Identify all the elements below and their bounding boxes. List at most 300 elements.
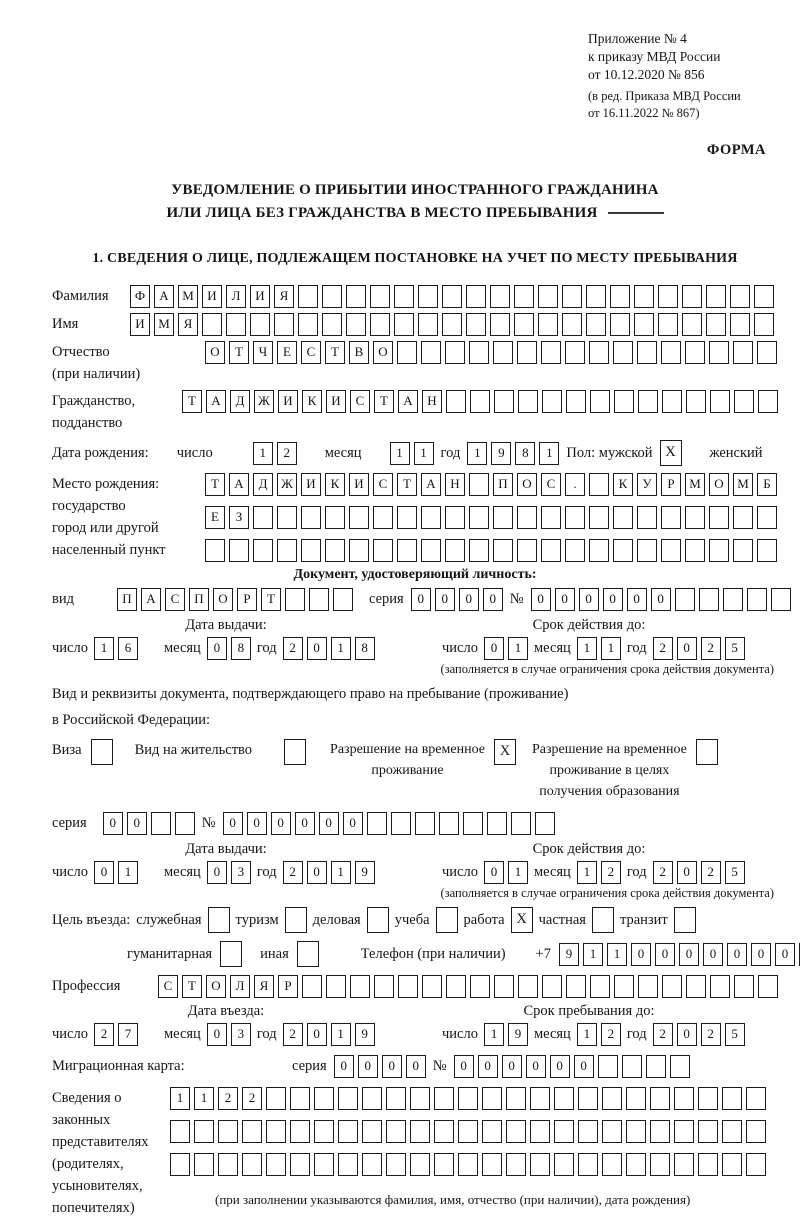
- char-cell[interactable]: [638, 390, 658, 413]
- char-cell[interactable]: [446, 975, 466, 998]
- char-cell[interactable]: .: [565, 473, 585, 496]
- char-cell[interactable]: [562, 285, 582, 308]
- char-cell[interactable]: [541, 539, 561, 562]
- char-cell[interactable]: [470, 975, 490, 998]
- char-cell[interactable]: 0: [651, 588, 671, 611]
- char-cell[interactable]: [482, 1120, 502, 1143]
- char-cell[interactable]: [266, 1120, 286, 1143]
- char-cell[interactable]: 0: [207, 861, 227, 884]
- char-cell[interactable]: 2: [653, 637, 673, 660]
- char-cell[interactable]: [493, 539, 513, 562]
- char-cell[interactable]: [674, 1120, 694, 1143]
- char-cell[interactable]: [710, 975, 730, 998]
- char-cell[interactable]: [706, 313, 726, 336]
- char-cell[interactable]: [466, 285, 486, 308]
- char-cell[interactable]: [578, 1153, 598, 1176]
- char-cell[interactable]: 9: [508, 1023, 528, 1046]
- char-cell[interactable]: А: [421, 473, 441, 496]
- char-cell[interactable]: [266, 1153, 286, 1176]
- char-cell[interactable]: [325, 539, 345, 562]
- char-cell[interactable]: [398, 975, 418, 998]
- char-cell[interactable]: 1: [577, 861, 597, 884]
- char-cell[interactable]: С: [165, 588, 185, 611]
- char-cell[interactable]: [302, 975, 322, 998]
- char-cell[interactable]: [610, 285, 630, 308]
- char-cell[interactable]: [746, 1153, 766, 1176]
- char-cell[interactable]: [698, 1153, 718, 1176]
- char-cell[interactable]: Ж: [254, 390, 274, 413]
- char-cell[interactable]: [349, 539, 369, 562]
- char-cell[interactable]: О: [517, 473, 537, 496]
- char-cell[interactable]: 0: [484, 861, 504, 884]
- char-cell[interactable]: 1: [331, 637, 351, 660]
- char-cell[interactable]: [469, 506, 489, 529]
- char-cell[interactable]: 3: [231, 861, 251, 884]
- char-cell[interactable]: [277, 539, 297, 562]
- char-cell[interactable]: [514, 313, 534, 336]
- char-cell[interactable]: [613, 506, 633, 529]
- char-cell[interactable]: 0: [207, 637, 227, 660]
- char-cell[interactable]: [298, 285, 318, 308]
- purpose-humanitarian-checkbox[interactable]: [220, 941, 242, 967]
- char-cell[interactable]: 2: [701, 1023, 721, 1046]
- char-cell[interactable]: У: [637, 473, 657, 496]
- char-cell[interactable]: [266, 1087, 286, 1110]
- char-cell[interactable]: [386, 1153, 406, 1176]
- char-cell[interactable]: 0: [334, 1055, 354, 1078]
- char-cell[interactable]: 1: [601, 637, 621, 660]
- char-cell[interactable]: Н: [422, 390, 442, 413]
- char-cell[interactable]: [250, 313, 270, 336]
- char-cell[interactable]: [506, 1087, 526, 1110]
- char-cell[interactable]: Т: [374, 390, 394, 413]
- char-cell[interactable]: Т: [261, 588, 281, 611]
- char-cell[interactable]: [566, 390, 586, 413]
- char-cell[interactable]: 2: [283, 1023, 303, 1046]
- char-cell[interactable]: [614, 975, 634, 998]
- char-cell[interactable]: [637, 506, 657, 529]
- char-cell[interactable]: [301, 539, 321, 562]
- char-cell[interactable]: [730, 313, 750, 336]
- char-cell[interactable]: [698, 1120, 718, 1143]
- char-cell[interactable]: [374, 975, 394, 998]
- char-cell[interactable]: 0: [579, 588, 599, 611]
- char-cell[interactable]: [242, 1120, 262, 1143]
- char-cell[interactable]: [511, 812, 531, 835]
- char-cell[interactable]: [434, 1087, 454, 1110]
- char-cell[interactable]: [397, 539, 417, 562]
- char-cell[interactable]: 9: [355, 1023, 375, 1046]
- char-cell[interactable]: [326, 975, 346, 998]
- char-cell[interactable]: [614, 390, 634, 413]
- temp-residence-edu-checkbox[interactable]: [696, 739, 718, 765]
- char-cell[interactable]: [530, 1153, 550, 1176]
- char-cell[interactable]: [362, 1153, 382, 1176]
- char-cell[interactable]: 1: [331, 861, 351, 884]
- char-cell[interactable]: [682, 285, 702, 308]
- char-cell[interactable]: [362, 1120, 382, 1143]
- char-cell[interactable]: [422, 975, 442, 998]
- char-cell[interactable]: Ч: [253, 341, 273, 364]
- char-cell[interactable]: 2: [283, 861, 303, 884]
- char-cell[interactable]: 2: [701, 637, 721, 660]
- char-cell[interactable]: М: [685, 473, 705, 496]
- char-cell[interactable]: [698, 1087, 718, 1110]
- char-cell[interactable]: [554, 1153, 574, 1176]
- char-cell[interactable]: [634, 285, 654, 308]
- char-cell[interactable]: [771, 588, 791, 611]
- char-cell[interactable]: А: [141, 588, 161, 611]
- char-cell[interactable]: [151, 812, 171, 835]
- char-cell[interactable]: [535, 812, 555, 835]
- char-cell[interactable]: [482, 1153, 502, 1176]
- char-cell[interactable]: 0: [94, 861, 114, 884]
- char-cell[interactable]: 0: [627, 588, 647, 611]
- char-cell[interactable]: [367, 812, 387, 835]
- char-cell[interactable]: [565, 341, 585, 364]
- char-cell[interactable]: И: [250, 285, 270, 308]
- char-cell[interactable]: [586, 285, 606, 308]
- char-cell[interactable]: О: [709, 473, 729, 496]
- char-cell[interactable]: [530, 1120, 550, 1143]
- char-cell[interactable]: 0: [483, 588, 503, 611]
- char-cell[interactable]: [634, 313, 654, 336]
- purpose-other-checkbox[interactable]: [297, 941, 319, 967]
- char-cell[interactable]: 1: [577, 637, 597, 660]
- char-cell[interactable]: 2: [277, 442, 297, 465]
- char-cell[interactable]: [662, 390, 682, 413]
- char-cell[interactable]: 0: [358, 1055, 378, 1078]
- char-cell[interactable]: Р: [661, 473, 681, 496]
- char-cell[interactable]: [706, 285, 726, 308]
- char-cell[interactable]: [646, 1055, 666, 1078]
- char-cell[interactable]: И: [278, 390, 298, 413]
- char-cell[interactable]: [175, 812, 195, 835]
- char-cell[interactable]: 1: [94, 637, 114, 660]
- char-cell[interactable]: [650, 1153, 670, 1176]
- char-cell[interactable]: [439, 812, 459, 835]
- char-cell[interactable]: [314, 1153, 334, 1176]
- char-cell[interactable]: З: [229, 506, 249, 529]
- char-cell[interactable]: 0: [478, 1055, 498, 1078]
- char-cell[interactable]: [410, 1153, 430, 1176]
- char-cell[interactable]: [758, 390, 778, 413]
- char-cell[interactable]: 0: [703, 943, 723, 966]
- char-cell[interactable]: 0: [382, 1055, 402, 1078]
- char-cell[interactable]: [613, 341, 633, 364]
- char-cell[interactable]: [253, 539, 273, 562]
- char-cell[interactable]: [589, 539, 609, 562]
- char-cell[interactable]: [514, 285, 534, 308]
- char-cell[interactable]: 6: [118, 637, 138, 660]
- char-cell[interactable]: 5: [725, 637, 745, 660]
- char-cell[interactable]: [589, 473, 609, 496]
- char-cell[interactable]: 2: [653, 861, 673, 884]
- char-cell[interactable]: [493, 506, 513, 529]
- char-cell[interactable]: 0: [459, 588, 479, 611]
- char-cell[interactable]: С: [301, 341, 321, 364]
- char-cell[interactable]: [613, 539, 633, 562]
- char-cell[interactable]: 0: [555, 588, 575, 611]
- char-cell[interactable]: [218, 1120, 238, 1143]
- char-cell[interactable]: [386, 1087, 406, 1110]
- char-cell[interactable]: [757, 506, 777, 529]
- char-cell[interactable]: [598, 1055, 618, 1078]
- char-cell[interactable]: 1: [414, 442, 434, 465]
- char-cell[interactable]: [518, 390, 538, 413]
- char-cell[interactable]: 0: [247, 812, 267, 835]
- char-cell[interactable]: Е: [205, 506, 225, 529]
- char-cell[interactable]: [494, 975, 514, 998]
- char-cell[interactable]: С: [158, 975, 178, 998]
- char-cell[interactable]: 0: [411, 588, 431, 611]
- char-cell[interactable]: [602, 1120, 622, 1143]
- char-cell[interactable]: [506, 1153, 526, 1176]
- char-cell[interactable]: Б: [757, 473, 777, 496]
- char-cell[interactable]: 0: [775, 943, 795, 966]
- char-cell[interactable]: 0: [550, 1055, 570, 1078]
- char-cell[interactable]: [658, 285, 678, 308]
- char-cell[interactable]: Т: [182, 390, 202, 413]
- char-cell[interactable]: [626, 1153, 646, 1176]
- char-cell[interactable]: 0: [319, 812, 339, 835]
- char-cell[interactable]: 0: [531, 588, 551, 611]
- char-cell[interactable]: [434, 1120, 454, 1143]
- char-cell[interactable]: 0: [677, 1023, 697, 1046]
- char-cell[interactable]: [386, 1120, 406, 1143]
- char-cell[interactable]: [322, 313, 342, 336]
- char-cell[interactable]: 1: [467, 442, 487, 465]
- char-cell[interactable]: [487, 812, 507, 835]
- char-cell[interactable]: 2: [601, 861, 621, 884]
- char-cell[interactable]: Я: [274, 285, 294, 308]
- char-cell[interactable]: [661, 506, 681, 529]
- char-cell[interactable]: [391, 812, 411, 835]
- char-cell[interactable]: [421, 539, 441, 562]
- char-cell[interactable]: Я: [254, 975, 274, 998]
- char-cell[interactable]: [538, 313, 558, 336]
- char-cell[interactable]: 1: [577, 1023, 597, 1046]
- char-cell[interactable]: Т: [325, 341, 345, 364]
- char-cell[interactable]: [242, 1153, 262, 1176]
- char-cell[interactable]: [362, 1087, 382, 1110]
- char-cell[interactable]: [445, 539, 465, 562]
- char-cell[interactable]: Т: [182, 975, 202, 998]
- char-cell[interactable]: С: [373, 473, 393, 496]
- char-cell[interactable]: 9: [559, 943, 579, 966]
- char-cell[interactable]: 0: [307, 861, 327, 884]
- char-cell[interactable]: [309, 588, 329, 611]
- char-cell[interactable]: [205, 539, 225, 562]
- char-cell[interactable]: [394, 285, 414, 308]
- char-cell[interactable]: [626, 1087, 646, 1110]
- char-cell[interactable]: В: [349, 341, 369, 364]
- char-cell[interactable]: [290, 1087, 310, 1110]
- char-cell[interactable]: 2: [94, 1023, 114, 1046]
- char-cell[interactable]: Н: [445, 473, 465, 496]
- char-cell[interactable]: [194, 1153, 214, 1176]
- char-cell[interactable]: [506, 1120, 526, 1143]
- char-cell[interactable]: [346, 285, 366, 308]
- char-cell[interactable]: [415, 812, 435, 835]
- char-cell[interactable]: [670, 1055, 690, 1078]
- char-cell[interactable]: [517, 539, 537, 562]
- char-cell[interactable]: 0: [295, 812, 315, 835]
- char-cell[interactable]: Т: [229, 341, 249, 364]
- char-cell[interactable]: 0: [526, 1055, 546, 1078]
- char-cell[interactable]: [370, 285, 390, 308]
- char-cell[interactable]: Р: [237, 588, 257, 611]
- char-cell[interactable]: [253, 506, 273, 529]
- char-cell[interactable]: 1: [539, 442, 559, 465]
- char-cell[interactable]: [622, 1055, 642, 1078]
- char-cell[interactable]: П: [493, 473, 513, 496]
- char-cell[interactable]: [589, 506, 609, 529]
- char-cell[interactable]: [733, 341, 753, 364]
- char-cell[interactable]: А: [229, 473, 249, 496]
- char-cell[interactable]: [418, 313, 438, 336]
- char-cell[interactable]: [469, 473, 489, 496]
- char-cell[interactable]: [685, 539, 705, 562]
- char-cell[interactable]: 1: [253, 442, 273, 465]
- char-cell[interactable]: [733, 506, 753, 529]
- char-cell[interactable]: Ж: [277, 473, 297, 496]
- char-cell[interactable]: [322, 285, 342, 308]
- char-cell[interactable]: К: [325, 473, 345, 496]
- char-cell[interactable]: [658, 313, 678, 336]
- char-cell[interactable]: Р: [278, 975, 298, 998]
- char-cell[interactable]: 1: [583, 943, 603, 966]
- char-cell[interactable]: [370, 313, 390, 336]
- char-cell[interactable]: [290, 1120, 310, 1143]
- char-cell[interactable]: К: [613, 473, 633, 496]
- char-cell[interactable]: Е: [277, 341, 297, 364]
- char-cell[interactable]: [446, 390, 466, 413]
- char-cell[interactable]: [458, 1120, 478, 1143]
- char-cell[interactable]: [586, 313, 606, 336]
- char-cell[interactable]: 3: [231, 1023, 251, 1046]
- char-cell[interactable]: [709, 539, 729, 562]
- char-cell[interactable]: [338, 1087, 358, 1110]
- char-cell[interactable]: И: [130, 313, 150, 336]
- char-cell[interactable]: 0: [406, 1055, 426, 1078]
- char-cell[interactable]: [301, 506, 321, 529]
- char-cell[interactable]: 0: [484, 637, 504, 660]
- char-cell[interactable]: [734, 390, 754, 413]
- char-cell[interactable]: [418, 285, 438, 308]
- char-cell[interactable]: 0: [655, 943, 675, 966]
- char-cell[interactable]: С: [541, 473, 561, 496]
- char-cell[interactable]: 9: [491, 442, 511, 465]
- char-cell[interactable]: [349, 506, 369, 529]
- char-cell[interactable]: [277, 506, 297, 529]
- char-cell[interactable]: [541, 506, 561, 529]
- char-cell[interactable]: [490, 313, 510, 336]
- char-cell[interactable]: [610, 313, 630, 336]
- char-cell[interactable]: 7: [118, 1023, 138, 1046]
- char-cell[interactable]: [469, 341, 489, 364]
- char-cell[interactable]: [458, 1087, 478, 1110]
- char-cell[interactable]: [757, 341, 777, 364]
- char-cell[interactable]: [338, 1153, 358, 1176]
- char-cell[interactable]: 0: [307, 637, 327, 660]
- char-cell[interactable]: М: [733, 473, 753, 496]
- char-cell[interactable]: [226, 313, 246, 336]
- char-cell[interactable]: [730, 285, 750, 308]
- char-cell[interactable]: [298, 313, 318, 336]
- char-cell[interactable]: [542, 390, 562, 413]
- char-cell[interactable]: 2: [601, 1023, 621, 1046]
- char-cell[interactable]: [754, 285, 774, 308]
- char-cell[interactable]: [373, 539, 393, 562]
- char-cell[interactable]: 2: [242, 1087, 262, 1110]
- purpose-tourism-checkbox[interactable]: [285, 907, 307, 933]
- char-cell[interactable]: [482, 1087, 502, 1110]
- char-cell[interactable]: И: [202, 285, 222, 308]
- char-cell[interactable]: 1: [607, 943, 627, 966]
- char-cell[interactable]: [434, 1153, 454, 1176]
- char-cell[interactable]: Л: [230, 975, 250, 998]
- char-cell[interactable]: [638, 975, 658, 998]
- char-cell[interactable]: 0: [603, 588, 623, 611]
- char-cell[interactable]: [675, 588, 695, 611]
- char-cell[interactable]: 2: [701, 861, 721, 884]
- char-cell[interactable]: 0: [271, 812, 291, 835]
- char-cell[interactable]: [229, 539, 249, 562]
- char-cell[interactable]: [757, 539, 777, 562]
- char-cell[interactable]: [686, 975, 706, 998]
- char-cell[interactable]: О: [213, 588, 233, 611]
- char-cell[interactable]: [373, 506, 393, 529]
- char-cell[interactable]: 1: [194, 1087, 214, 1110]
- char-cell[interactable]: Ф: [130, 285, 150, 308]
- char-cell[interactable]: 0: [103, 812, 123, 835]
- char-cell[interactable]: [682, 313, 702, 336]
- char-cell[interactable]: [314, 1087, 334, 1110]
- char-cell[interactable]: Т: [397, 473, 417, 496]
- char-cell[interactable]: Л: [226, 285, 246, 308]
- char-cell[interactable]: [493, 341, 513, 364]
- char-cell[interactable]: 0: [677, 861, 697, 884]
- char-cell[interactable]: [442, 313, 462, 336]
- char-cell[interactable]: [470, 390, 490, 413]
- char-cell[interactable]: [518, 975, 538, 998]
- char-cell[interactable]: [661, 341, 681, 364]
- char-cell[interactable]: [754, 313, 774, 336]
- char-cell[interactable]: А: [398, 390, 418, 413]
- char-cell[interactable]: [285, 588, 305, 611]
- char-cell[interactable]: [650, 1120, 670, 1143]
- char-cell[interactable]: 1: [390, 442, 410, 465]
- char-cell[interactable]: [490, 285, 510, 308]
- char-cell[interactable]: [463, 812, 483, 835]
- char-cell[interactable]: [674, 1153, 694, 1176]
- char-cell[interactable]: 0: [127, 812, 147, 835]
- char-cell[interactable]: 1: [484, 1023, 504, 1046]
- char-cell[interactable]: 0: [631, 943, 651, 966]
- char-cell[interactable]: [578, 1087, 598, 1110]
- char-cell[interactable]: А: [206, 390, 226, 413]
- char-cell[interactable]: 1: [170, 1087, 190, 1110]
- char-cell[interactable]: [562, 313, 582, 336]
- char-cell[interactable]: П: [189, 588, 209, 611]
- residence-permit-checkbox[interactable]: [284, 739, 306, 765]
- char-cell[interactable]: [722, 1087, 742, 1110]
- char-cell[interactable]: С: [350, 390, 370, 413]
- char-cell[interactable]: [733, 539, 753, 562]
- char-cell[interactable]: 0: [502, 1055, 522, 1078]
- char-cell[interactable]: [517, 506, 537, 529]
